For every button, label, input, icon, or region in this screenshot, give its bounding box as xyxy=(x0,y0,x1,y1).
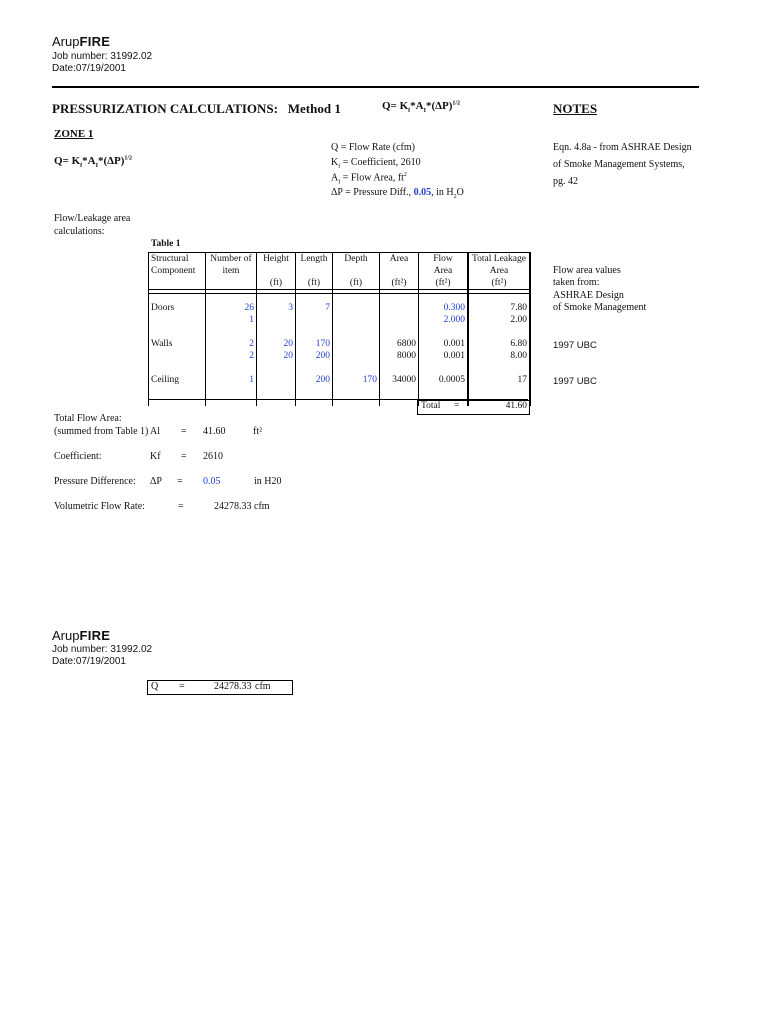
notes-heading: NOTES xyxy=(553,101,598,116)
pressure-difference-label: Pressure Difference: xyxy=(54,476,136,487)
header-height: Height (ft) xyxy=(257,253,296,290)
total-flow-area-sublabel: (summed from Table 1) xyxy=(54,426,149,437)
coefficient-label: Coefficient: xyxy=(54,451,102,462)
result-box xyxy=(147,680,293,695)
result-equals: = xyxy=(179,681,185,692)
company-logo: ArupFIRE xyxy=(52,34,111,49)
note-line-1: Eqn. 4.8a - from ASHRAE Design xyxy=(553,142,692,153)
zone-formula: $Q= K_f*A_I*(\Delta P)^{1/2}$ xyxy=(54,155,133,170)
table-header-row xyxy=(149,253,531,290)
side-note-3: ASHRAE Design xyxy=(553,290,624,301)
header-formula: $Q= K_f*A_I*(\Delta P)^{1/2}$ xyxy=(382,100,461,115)
coefficient-symbol: Kf xyxy=(150,451,161,462)
table-title: Table 1 xyxy=(151,239,181,249)
total-flow-area-value: 41.60 xyxy=(203,426,226,437)
table-body xyxy=(149,294,531,407)
side-note-ceiling: 1997 UBC xyxy=(553,376,597,387)
note-line-2: of Smoke Management Systems, xyxy=(553,159,685,170)
volumetric-flow-equals: = xyxy=(178,501,184,512)
total-flow-area-equals: = xyxy=(181,426,187,437)
pressure-difference-value: 0.05 xyxy=(203,476,221,487)
height-column: 3 20 20 xyxy=(257,294,296,407)
company-logo-2: ArupFIRE xyxy=(52,628,111,643)
flow-area-column: 0.300 2.000 0.001 0.001 0.0005 xyxy=(419,294,469,407)
component-walls: Walls xyxy=(151,339,173,349)
total-value: 41.60 xyxy=(505,401,527,411)
volumetric-flow-value: 24278.33 xyxy=(214,501,252,512)
job-number: Job number: 31992.02 xyxy=(52,51,153,62)
side-note-4: of Smoke Management xyxy=(553,302,647,313)
total-label: Total xyxy=(421,401,441,411)
total-leakage-column: 7.80 2.00 6.80 8.00 17 xyxy=(468,294,530,407)
result-value: 24278.33 xyxy=(214,681,252,692)
volumetric-flow-label: Volumetric Flow Rate: xyxy=(54,501,145,512)
side-note-1: Flow area values xyxy=(553,265,621,276)
total-equals: = xyxy=(454,401,460,411)
legend-kf: $K_f$ = Coefficient, 2610 xyxy=(331,157,421,170)
total-flow-area-unit: ft² xyxy=(253,426,263,437)
job-number-2: Job number: 31992.02 xyxy=(52,644,153,655)
flow-label-1: Flow/Leakage area xyxy=(54,213,131,224)
result-q: Q xyxy=(151,681,159,692)
header-area: Area (ft²) xyxy=(380,253,419,290)
date: Date:07/19/2001 xyxy=(52,63,126,74)
depth-column: 170 xyxy=(333,294,380,407)
result-unit: cfm xyxy=(255,681,271,692)
note-line-3: pg. 42 xyxy=(553,176,578,187)
legend-ai: $A_I$ = Flow Area, $ft^2$ xyxy=(331,172,407,186)
volumetric-flow-unit: cfm xyxy=(254,501,270,512)
coefficient-value: 2610 xyxy=(203,451,223,462)
pressure-difference-symbol: ΔP xyxy=(150,476,162,487)
flow-label-2: calculations: xyxy=(54,226,105,237)
date-2: Date:07/19/2001 xyxy=(52,656,126,667)
page-title: PRESSURIZATION CALCULATIONS: Method 1 xyxy=(52,101,341,116)
component-ceiling: Ceiling xyxy=(151,375,179,385)
side-note-2: taken from: xyxy=(553,277,600,288)
pressure-difference-unit: in H20 xyxy=(254,476,282,487)
divider-line xyxy=(52,86,699,88)
table-total-row xyxy=(417,400,530,415)
total-flow-area-label: Total Flow Area: xyxy=(54,413,122,424)
component-doors: Doors xyxy=(151,303,175,313)
legend-q: Q = Flow Rate (cfm) xyxy=(331,142,415,153)
header-number: Number of item xyxy=(206,253,257,290)
header-length: Length (ft) xyxy=(296,253,333,290)
header-component: Structural Component xyxy=(149,253,206,290)
component-column xyxy=(149,294,206,407)
total-flow-area-symbol: Al xyxy=(150,426,160,437)
length-column: 7 170 200 200 xyxy=(296,294,333,407)
pressure-difference-equals: = xyxy=(177,476,183,487)
area-column: 6800 8000 34000 xyxy=(380,294,419,407)
zone-heading: ZONE 1 xyxy=(54,128,94,140)
leakage-table xyxy=(148,252,531,406)
side-note-walls: 1997 UBC xyxy=(553,340,597,351)
header-flow-area: Flow Area (ft²) xyxy=(419,253,469,290)
coefficient-equals: = xyxy=(181,451,187,462)
legend-dp: ΔP = Pressure Diff., 0.05, in $H_2O$ xyxy=(331,187,464,200)
header-total-leakage: Total Leakage Area (ft²) xyxy=(468,253,530,290)
number-column: 26 1 2 2 1 xyxy=(206,294,257,407)
header-depth: Depth (ft) xyxy=(333,253,380,290)
